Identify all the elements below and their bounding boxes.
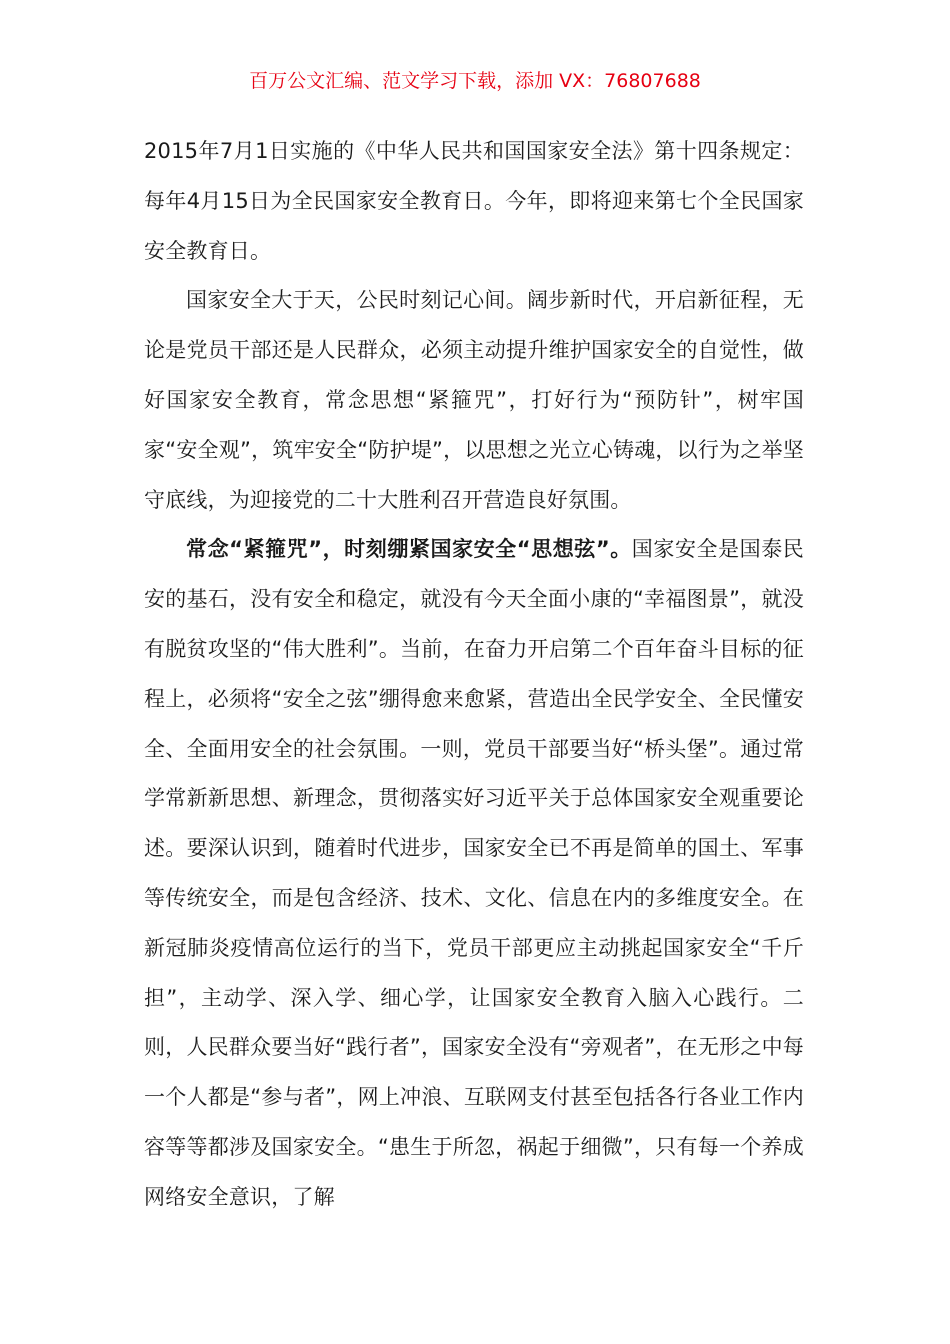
section-1-heading: 常念“紧箍咒”，时刻绷紧国家安全“思想弦”。 bbox=[186, 537, 632, 562]
paragraph-intro: 2015年7月1日实施的《中华人民共和国国家安全法》第十四条规定：每年4月15日为全民国家安全教育日。今年，即将迎来第七个全民国家安全教育日。 bbox=[144, 139, 804, 263]
paragraph-summary: 国家安全大于天，公民时刻记心间。阔步新时代，开启新征程，无论是党员干部还是人民群众，必须主动提升维护国家安全的自觉性，做好国家安全教育，常念思想“紧箍咒”，打好行为“预防针”，树牢国家“安全观”，筑牢安全“防护堤”，以思想之光立心铸魂，以行为之举坚守底线，为迎接党的二十大胜利召开营造良好氛围。 bbox=[144, 288, 804, 512]
watermark-header: 百万公文汇编、范文学习下载，添加 VX：76807688 bbox=[249, 70, 701, 92]
section-1-body: 国家安全是国泰民安的基石，没有安全和稳定，就没有今天全面小康的“幸福图景”，就没有脱贫攻坚的“伟大胜利”。当前，在奋力开启第二个百年奋斗目标的征程上，必须将“安全之弦”绷得愈来愈紧，营造出全民学安全、全民懂安全、全面用安全的社会氛围。一则，党员干部要当好“桥头堡”。通过常学常新新思想、新理念，贯彻落实好习近平关于总体国家安全观重要论述。要深认识到，随着时代进步，国家安全已不再是简单的国土、军事等传统安全，而是包含经济、技术、文化、信息在内的多维度安全。在新冠肺炎疫情高位运行的当下，党员干部更应主动挑起国家安全“千斤担”，主动学、深入学、细心学，让国家安全教育入脑入心践行。二则，人民群众要当好“践行者”，国家安全没有“旁观者”，在无形之中每一个人都是“参与者”，网上冲浪、互联网支付甚至包括各行各业工作内容等等都涉及国家安全。“患生于所忽，祸起于细微”，只有每一个养成网络安全意识，了解 bbox=[144, 537, 804, 1209]
document-body bbox=[144, 127, 804, 1223]
paragraph-section-1 bbox=[144, 525, 804, 1222]
